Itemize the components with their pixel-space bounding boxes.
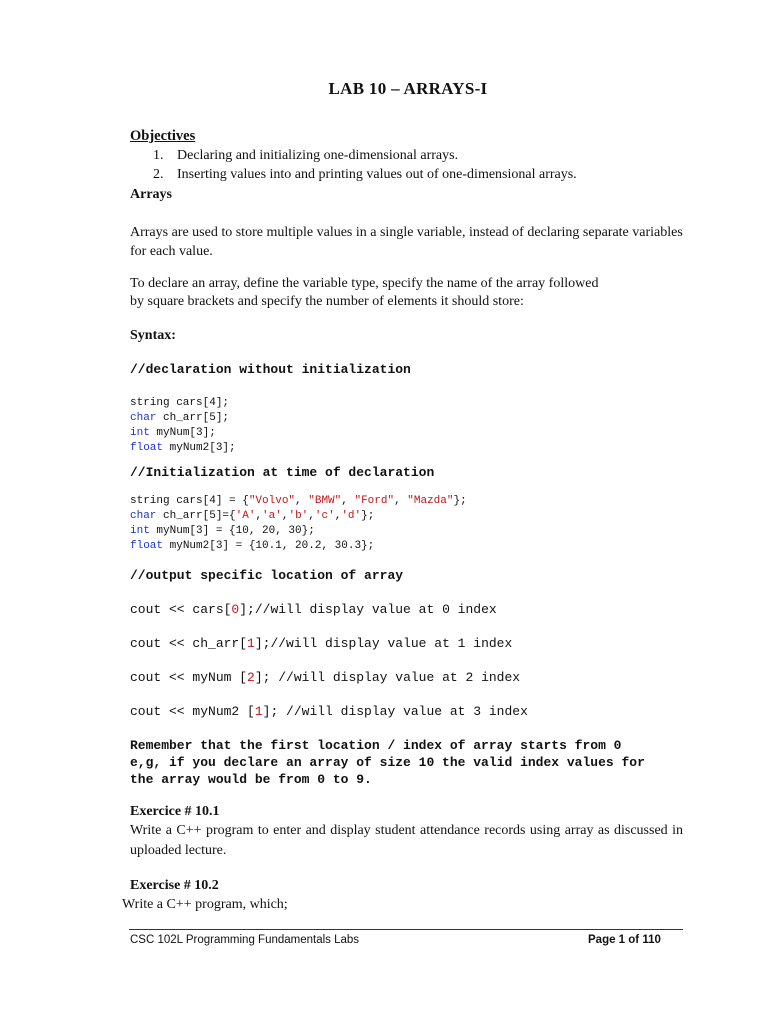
- declare-paragraph-line-1: To declare an array, define the variable type, specify the name of the array followed: [130, 276, 599, 291]
- declaration-comment-heading: //declaration without initialization: [130, 362, 411, 377]
- initialization-code-block: [130, 494, 467, 554]
- arrays-heading: Arrays: [130, 187, 172, 202]
- code-line: int myNum[3] = {10, 20, 30};: [130, 525, 315, 537]
- cout-line: cout << ch_arr[1];//will display value at 1 index: [130, 636, 513, 651]
- objective-text: Declaring and initializing one-dimensional arrays.: [177, 148, 459, 163]
- code-line: int myNum[3];: [130, 427, 216, 439]
- code-line: float myNum2[3];: [130, 442, 236, 454]
- code-line: string cars[4];: [130, 397, 230, 409]
- cout-line: cout << cars[0];//will display value at 0 index: [130, 602, 497, 617]
- initialization-comment-heading: //Initialization at time of declaration: [130, 465, 435, 480]
- code-line: float myNum2[3] = {10.1, 20.2, 30.3};: [130, 540, 375, 552]
- footer-page-number: Page 1 of 110: [588, 934, 661, 946]
- code-line: char ch_arr[5]={'A','a','b','c','d'};: [130, 510, 375, 522]
- remember-note: Remember that the first location / index of array starts from 0 e,g, if you declare an array of size 10 the valid index values for the array would be from 0 to 9.: [130, 738, 645, 787]
- objective-item: [153, 148, 458, 164]
- objective-item: [153, 167, 577, 183]
- objective-number: 2.: [153, 167, 164, 182]
- exercise-10-2-text: Write a C++ program, which;: [122, 897, 288, 912]
- footer-divider: [129, 929, 683, 930]
- declaration-code-block: [130, 396, 236, 456]
- page-title: LAB 10 – ARRAYS-I: [328, 79, 488, 98]
- exercise-10-1-text: Write a C++ program to enter and display student attendance records using array as discussed in uploaded lecture.: [130, 823, 683, 858]
- code-line: string cars[4] = {"Volvo", "BMW", "Ford", "Mazda"};: [130, 495, 467, 507]
- code-line: char ch_arr[5];: [130, 412, 230, 424]
- objectives-heading: Objectives: [130, 128, 196, 144]
- objective-text: Inserting values into and printing values out of one-dimensional arrays.: [177, 167, 577, 182]
- footer-course-label: CSC 102L Programming Fundamentals Labs: [130, 934, 360, 946]
- arrays-intro-paragraph: Arrays are used to store multiple values in a single variable, instead of declaring separate variables for each value.: [130, 225, 683, 259]
- syntax-heading: Syntax:: [130, 328, 176, 343]
- exercise-10-2-heading: Exercise # 10.2: [130, 878, 219, 893]
- cout-line: cout << myNum [2]; //will display value at 2 index: [130, 670, 521, 685]
- output-comment-heading: //output specific location of array: [130, 568, 404, 583]
- cout-line: cout << myNum2 [1]; //will display value at 3 index: [130, 704, 528, 719]
- exercise-10-1-heading: Exercice # 10.1: [130, 804, 220, 819]
- declare-paragraph-line-2: by square brackets and specify the number of elements it should store:: [130, 294, 524, 309]
- objective-number: 1.: [153, 148, 164, 163]
